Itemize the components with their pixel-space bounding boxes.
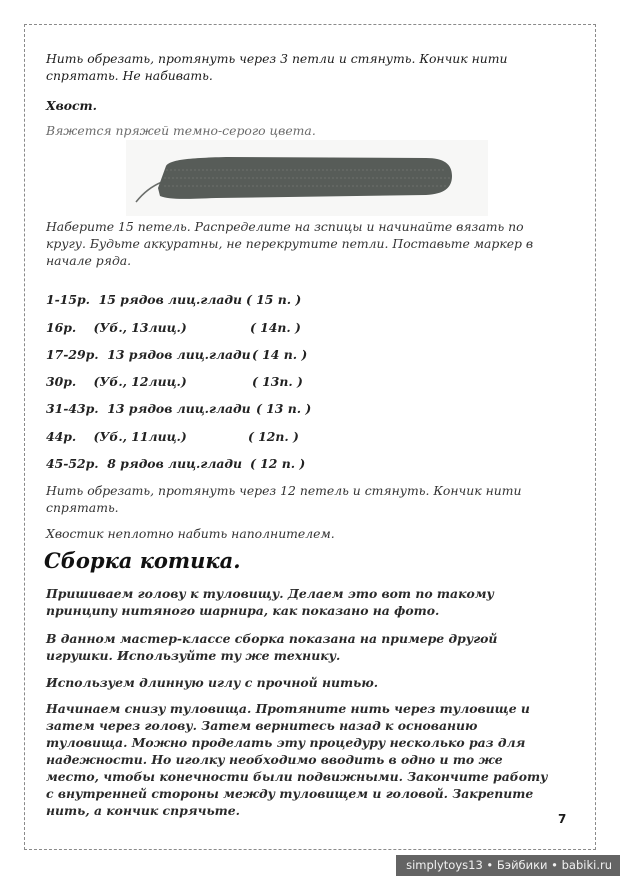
assembly-paragraph-1: Пришиваем голову к туловищу. Делаем это вот по такому принципу нитяного шарнира, как показано на фото. [46, 586, 494, 618]
row-label: 44р. (Уб., 11лиц.) [46, 429, 187, 444]
finish-note: Нить обрезать, протянуть через 12 петель и стянуть. Кончик нити спрятать. [46, 483, 522, 515]
row-count: ( 14п. ) [250, 320, 301, 335]
row-label: 30р. (Уб., 12лиц.) [46, 374, 187, 389]
row-count: ( 15 п. ) [246, 292, 302, 307]
row-count: ( 14 п. ) [252, 347, 308, 362]
row-label: 45-52р. 8 рядов лиц.глади [46, 456, 243, 471]
assembly-paragraph-2: В данном мастер-классе сборка показана на примере другой игрушки. Используйте ту же технику. [46, 631, 498, 663]
assembly-paragraph-4: Начинаем снизу туловища. Протяните нить через туловище и затем через голову. Затем вернитесь назад к основанию туловища. Можно проделать эту процедуру несколько раз для надежности. Но иголку необходимо вводить в одно и то же место, чтобы конечности были подвижными. Закончите работу с внутренней стороны между туловищем и головой. Закрепите нить, а кончик спрячьте. [46, 701, 548, 818]
site-watermark: simplytoys13 • Бэйбики • babiki.ru [396, 855, 620, 876]
yarn-note: Вяжется пряжей темно-серого цвета. [46, 123, 316, 138]
row-count: ( 13п. ) [252, 374, 303, 389]
row-label: 17-29р. 13 рядов лиц.глади [46, 347, 251, 362]
stuff-note: Хвостик неплотно набить наполнителем. [46, 526, 335, 541]
page-number: 7 [558, 812, 567, 826]
row-count: ( 12 п. ) [250, 456, 306, 471]
row-label: 31-43р. 13 рядов лиц.глади [46, 401, 251, 416]
knitted-tail-photo [126, 140, 488, 216]
row-label: 1-15р. 15 рядов лиц.глади [46, 292, 243, 307]
tail-instructions: Наберите 15 петель. Распределите на зспицы и начинайте вязать по кругу. Будьте аккуратны, не перекрутите петли. Поставьте маркер в начале ряда. [46, 219, 534, 268]
row-label: 16р. (Уб., 13лиц.) [46, 320, 187, 335]
tail-heading: Хвост. [46, 98, 97, 113]
row-count: ( 12п. ) [248, 429, 299, 444]
assembly-paragraph-3: Используем длинную иглу с прочной нитью. [46, 675, 379, 690]
assembly-heading: Сборка котика. [44, 548, 241, 573]
row-count: ( 13 п. ) [256, 401, 312, 416]
top-note: Нить обрезать, протянуть через 3 петли и стянуть. Кончик нити спрятать. Не набивать. [46, 51, 508, 83]
